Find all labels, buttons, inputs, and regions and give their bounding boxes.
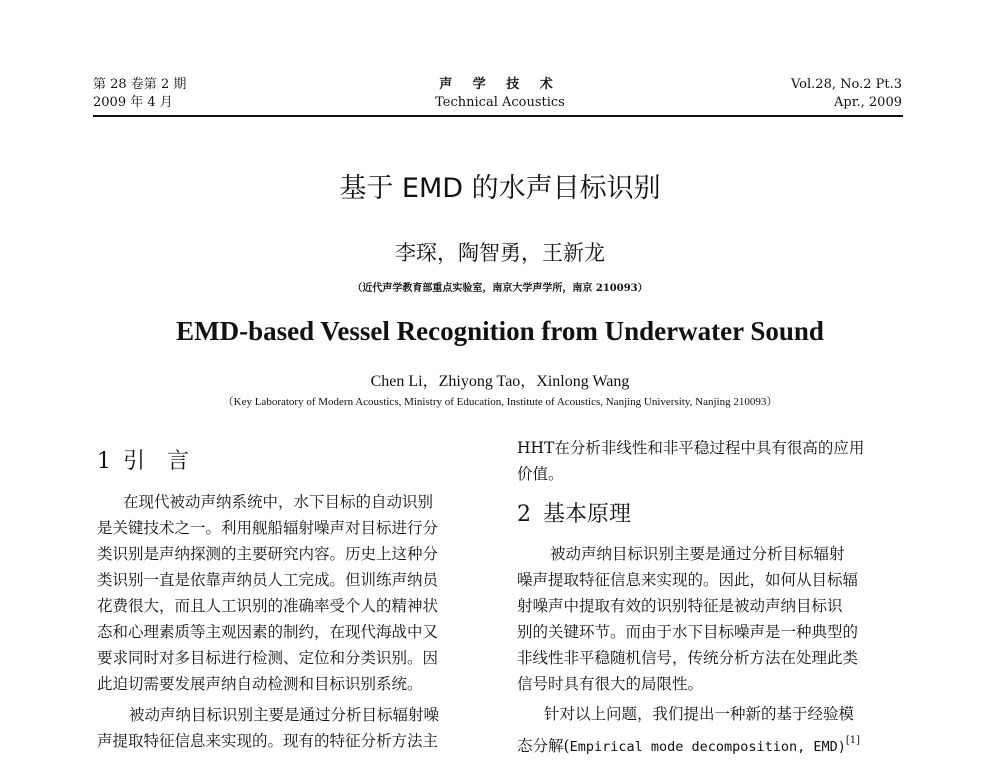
- paragraph-line: HHT在分析非线性和非平稳过程中具有很高的应用: [517, 439, 865, 457]
- authors-en: Chen Li，Zhiyong Tao，Xinlong Wang: [370, 373, 630, 390]
- paper-title-en: EMD-based Vessel Recognition from Underwater Sound: [176, 316, 824, 346]
- emd-term: Empirical mode decomposition, EMD): [569, 739, 846, 755]
- paper-title-cn: 基于 EMD 的水声目标识别: [339, 173, 661, 204]
- paragraph-line: 此迫切需要发展声纳自动检测和目标识别系统。: [97, 675, 423, 693]
- paragraph-line-with-citation: [517, 730, 860, 758]
- paragraph-line: 在现代被动声纳系统中，水下目标的自动识别: [123, 493, 434, 511]
- paragraph-line: 射噪声中提取有效的识别特征是被动声纳目标识: [517, 597, 843, 615]
- paragraph-line: 声提取特征信息来实现的。现有的特征分析方法主: [97, 732, 439, 750]
- paragraph-line: 态和心理素质等主观因素的制约，在现代海战中又: [97, 623, 439, 641]
- paragraph-line: 类识别一直是依靠声纳员人工完成。但训练声纳员: [97, 571, 439, 589]
- journal-volume-en: [791, 76, 902, 112]
- affiliation-cn: （近代声学教育部重点实验室，南京大学声学所，南京 210093）: [352, 283, 648, 294]
- journal-name-en: Technical Acoustics: [435, 95, 565, 110]
- section-2-heading: [517, 500, 631, 530]
- paragraph-line: 被动声纳目标识别主要是通过分析目标辐射: [550, 545, 845, 563]
- line-prefix: 态分解(: [517, 737, 570, 755]
- paragraph-line: 要求同时对多目标进行检测、定位和分类识别。因: [97, 649, 439, 667]
- journal-volume-number: Vol.28, No.2 Pt.3: [790, 77, 902, 92]
- citation-ref: [1]: [845, 735, 861, 746]
- paragraph-line: 价值。: [517, 465, 564, 483]
- paragraph-line: 针对以上问题，我们提出一种新的基于经验模: [544, 705, 855, 723]
- paragraph-line: 别的关键环节。而由于水下目标噪声是一种典型的: [517, 623, 859, 641]
- header-rule: [93, 115, 903, 117]
- section-1-title: 引言: [123, 449, 212, 474]
- paragraph-line: 类识别是声纳探测的主要研究内容。历史上这种分: [97, 545, 439, 563]
- affiliation-en: （Key Laboratory of Modern Acoustics, Ministry of Education, Institute of Acoustics, Nanjing University, Nanjing 210093）: [222, 396, 778, 408]
- paragraph-line: 非线性非平稳随机信号，传统分析方法在处理此类: [517, 649, 859, 667]
- paragraph-line: 被动声纳目标识别主要是通过分析目标辐射噪: [129, 706, 440, 724]
- journal-issue: 第 28 卷第 2 期: [93, 77, 187, 92]
- section-2-number: 2: [517, 502, 531, 527]
- paragraph-line: 花费很大，而且人工识别的准确率受个人的精神状: [97, 597, 439, 615]
- section-1-number: 1: [97, 449, 111, 474]
- section-2-title: 基本原理: [543, 502, 632, 527]
- paragraph-line: 是关键技术之一。利用舰船辐射噪声对目标进行分: [97, 519, 439, 537]
- paragraph-line: 信号时具有很大的局限性。: [517, 675, 704, 693]
- journal-name-cn: 声 学 技 术: [439, 77, 561, 92]
- section-1-heading: [97, 447, 211, 477]
- authors-cn: 李琛，陶智勇，王新龙: [395, 241, 605, 265]
- journal-month: Apr., 2009: [834, 95, 902, 110]
- journal-date: 2009 年 4 月: [93, 95, 173, 110]
- paragraph-line: 噪声提取特征信息来实现的。因此，如何从目标辐: [517, 571, 859, 589]
